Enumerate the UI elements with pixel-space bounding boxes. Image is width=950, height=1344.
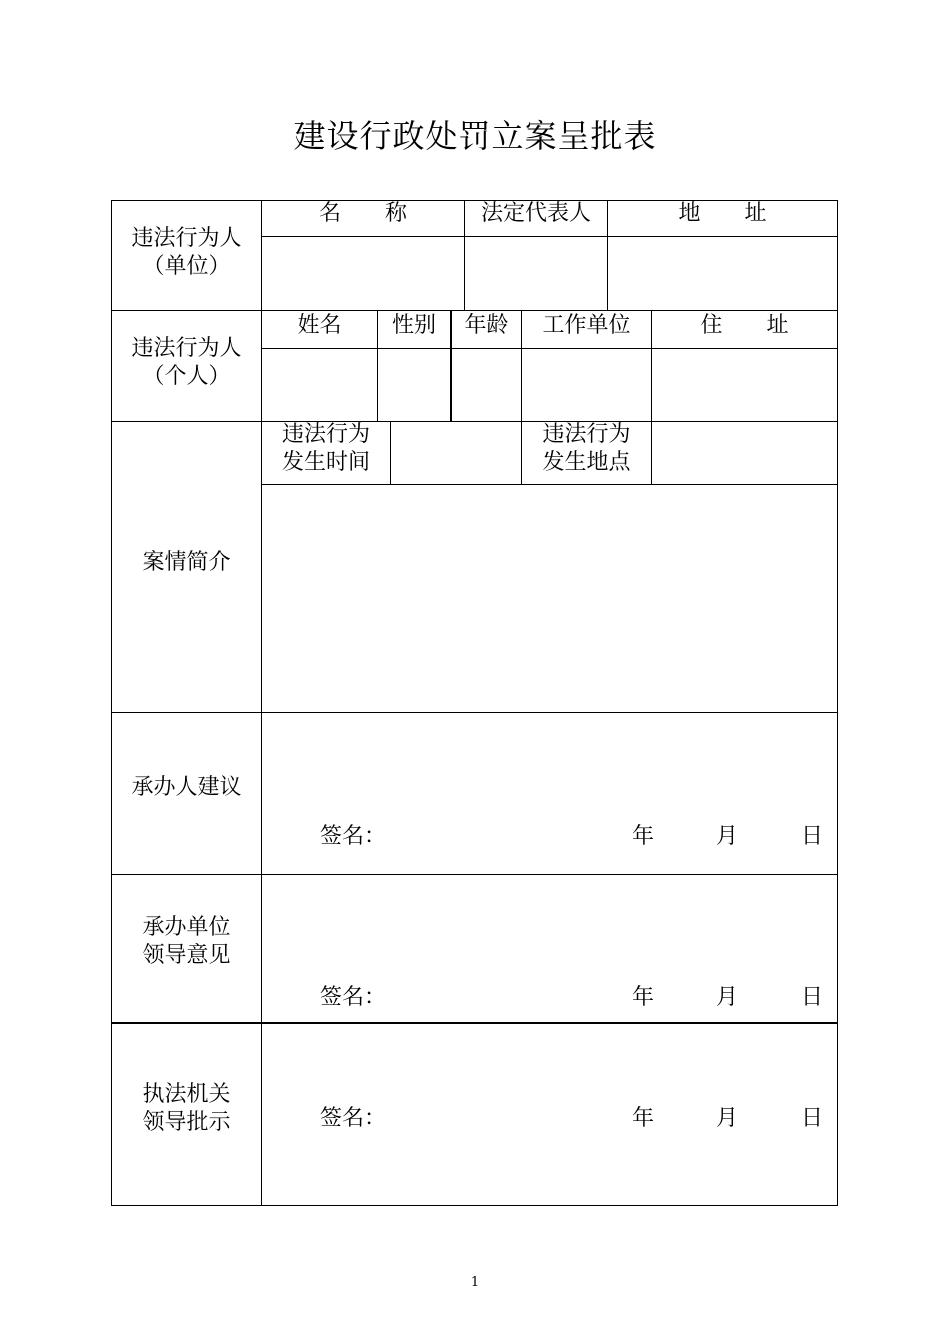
agency-leader-year-label: 年	[632, 1106, 655, 1131]
agency-leader-month-label: 月	[716, 1106, 739, 1131]
handler-label: 承办人建议	[131, 775, 242, 800]
case-time-label-line1: 违法行为	[281, 422, 370, 447]
section-divider-person	[111, 421, 838, 422]
unit-header-divider	[261, 236, 838, 237]
section-divider-handler	[111, 874, 838, 875]
person-col-workplace: 工作单位	[542, 313, 631, 338]
unit-col-name: 名 称	[318, 201, 407, 226]
section-divider-case	[111, 712, 838, 713]
case-col-divider-3	[651, 421, 652, 484]
unit-label-line2: （单位）	[142, 254, 231, 279]
handler-signature-label: 签名：	[320, 824, 387, 849]
person-col-gender: 性别	[391, 313, 436, 338]
unit-leader-signature-label: 签名：	[320, 985, 387, 1010]
table-border-bottom	[111, 1205, 838, 1206]
unit-leader-day-label: 日	[801, 985, 824, 1010]
agency-leader-label-line1: 执法机关	[142, 1082, 231, 1107]
handler-month-label: 月	[716, 824, 739, 849]
unit-col-legal-rep: 法定代表人	[480, 201, 591, 226]
person-label-line2: （个人）	[142, 364, 231, 389]
table-border-right	[837, 200, 838, 1206]
agency-leader-label-line2: 领导批示	[142, 1110, 231, 1135]
person-col-name: 姓名	[297, 313, 342, 338]
unit-label-line1: 违法行为人	[131, 226, 242, 251]
handler-day-label: 日	[801, 824, 824, 849]
page-number: 1	[470, 1275, 480, 1290]
unit-leader-label-line2: 领导意见	[142, 943, 231, 968]
person-col-address: 住 址	[700, 313, 789, 338]
case-header-divider	[261, 484, 838, 485]
handler-year-label: 年	[632, 824, 655, 849]
case-time-label-line2: 发生时间	[281, 450, 370, 475]
section-divider-unit-leader	[111, 1022, 838, 1024]
agency-leader-signature-label: 签名：	[320, 1106, 387, 1131]
person-label-line1: 违法行为人	[131, 336, 242, 361]
unit-col-address: 地 址	[678, 201, 767, 226]
unit-leader-month-label: 月	[716, 985, 739, 1010]
person-header-divider	[261, 348, 838, 349]
agency-leader-day-label: 日	[801, 1106, 824, 1131]
case-col-divider-1	[390, 421, 391, 484]
section-divider-unit	[111, 310, 838, 311]
case-place-label-line1: 违法行为	[542, 422, 631, 447]
label-column-divider	[261, 200, 262, 1206]
page-title: 建设行政处罚立案呈批表	[293, 117, 657, 155]
case-place-label-line2: 发生地点	[542, 450, 631, 475]
unit-leader-label-line1: 承办单位	[142, 915, 231, 940]
person-col-age: 年龄	[464, 313, 509, 338]
unit-leader-year-label: 年	[632, 985, 655, 1010]
case-label: 案情简介	[142, 550, 231, 575]
